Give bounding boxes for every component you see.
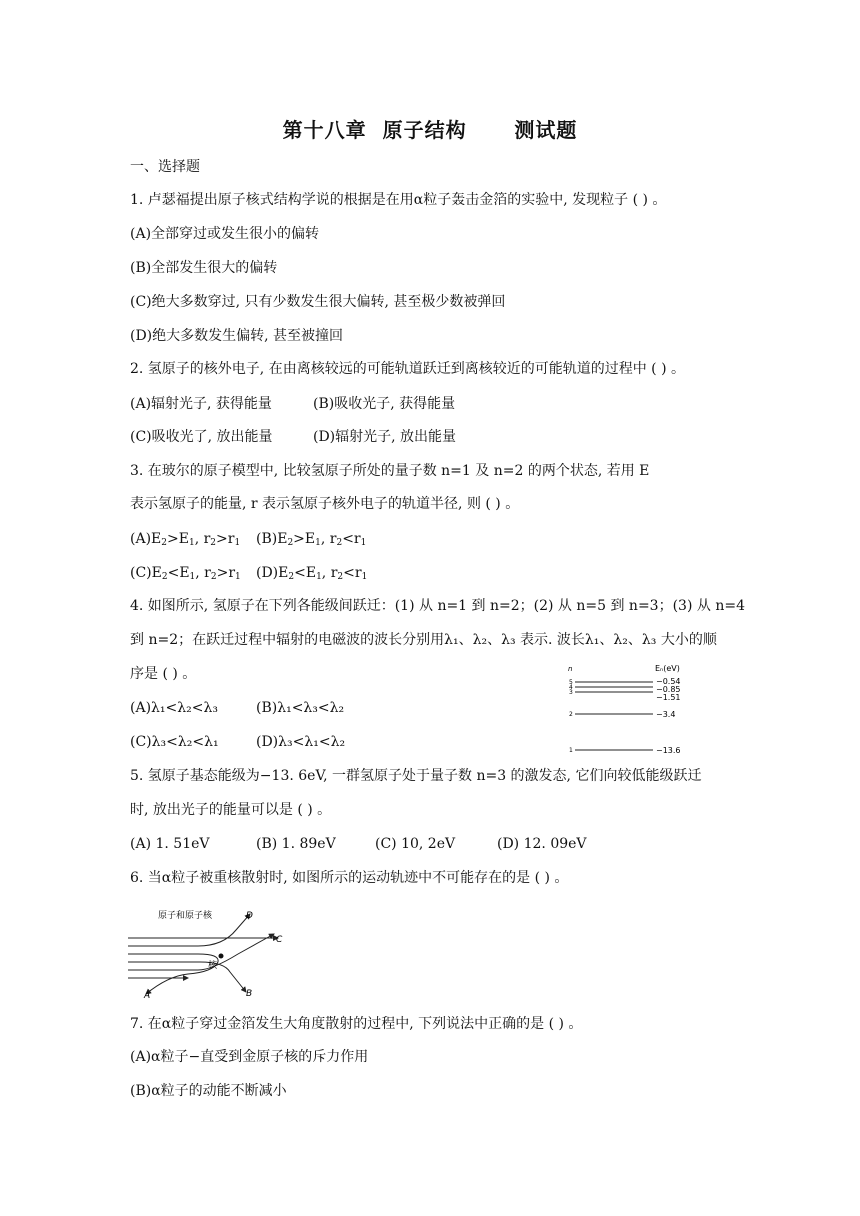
energy-level-3-e: −1.51 bbox=[656, 693, 681, 702]
question-1-option-a: (A)全部穿过或发生很小的偏转 bbox=[130, 226, 320, 242]
question-1-stem: 1. 卢瑟福提出原子核式结构学说的根据是在用α粒子轰击金箔的实验中, 发现粒子 ( ) 。 bbox=[130, 192, 667, 208]
question-5-option-d: (D) 12. 09eV bbox=[497, 836, 587, 852]
track-c bbox=[128, 934, 274, 970]
question-5-option-b: (B) 1. 89eV bbox=[256, 836, 336, 852]
question-7-option-a: (A)α粒子−直受到金原子核的斥力作用 bbox=[130, 1049, 369, 1065]
question-5-option-c: (C) 10, 2eV bbox=[375, 836, 456, 852]
nucleus-dot bbox=[219, 954, 224, 959]
track-label-b: B bbox=[246, 989, 253, 999]
question-4-stem-line-2: 到 n=2；在跃迁过程中辐射的电磁波的波长分别用λ₁、λ₂、λ₃ 表示. 波长λ₁、λ₂、λ₃ 大小的顺 bbox=[130, 632, 717, 648]
question-2-option-b: (B)吸收光子, 获得能量 bbox=[313, 396, 456, 412]
track-b bbox=[128, 962, 246, 992]
question-7-option-b: (B)α粒子的动能不断减小 bbox=[130, 1083, 287, 1099]
question-4-option-c: (C)λ₃<λ₂<λ₁ bbox=[130, 734, 219, 750]
question-5-stem-line-1: 5. 氢原子基态能级为−13. 6eV, 一群氢原子处于量子数 n=3 的激发态, 它们向较低能级跃迁 bbox=[130, 768, 702, 784]
alpha-scattering-figure bbox=[128, 900, 298, 1000]
question-3-option-a: $(A)E_2>E_1$, $r_2>r_1$ bbox=[130, 531, 241, 548]
energy-diagram-n-label: n bbox=[568, 665, 573, 673]
track-label-d: D bbox=[246, 911, 253, 921]
energy-level-3-n: 3 bbox=[569, 689, 573, 696]
energy-level-4-n: 4 bbox=[569, 684, 573, 691]
energy-level-1-e: −13.6 bbox=[656, 746, 681, 755]
energy-level-2-e: −3.4 bbox=[656, 710, 676, 719]
section-heading: 一、选择题 bbox=[130, 159, 200, 175]
question-3-stem-line-2: 表示氢原子的能量, r 表示氢原子核外电子的轨道半径, 则 ( ) 。 bbox=[130, 496, 520, 512]
energy-diagram-e-label: Eₙ(eV) bbox=[655, 664, 680, 673]
question-2-option-c: (C)吸收光了, 放出能量 bbox=[130, 429, 273, 445]
question-2-option-a: (A)辐射光子, 获得能量 bbox=[130, 396, 272, 412]
question-4-stem-line-1: 4. 如图所示, 氢原子在下列各能级间跃迁：(1) 从 n=1 到 n=2；(2) 从 n=5 到 n=3；(3) 从 n=4 bbox=[130, 598, 745, 614]
question-3-option-b: $(B)E_2>E_1$, $r_2<r_1$ bbox=[256, 531, 367, 548]
question-5-option-a: (A) 1. 51eV bbox=[130, 836, 210, 852]
question-7-stem: 7. 在α粒子穿过金箔发生大角度散射的过程中, 下列说法中正确的是 ( ) 。 bbox=[130, 1016, 583, 1032]
track-label-a: A bbox=[144, 991, 151, 1000]
track-label-c: C bbox=[276, 935, 283, 945]
question-1-option-d: (D)绝大多数发生偏转, 甚至被撞回 bbox=[130, 328, 344, 344]
energy-level-1-n: 1 bbox=[569, 747, 573, 754]
energy-level-2-n: 2 bbox=[569, 711, 573, 718]
question-3-option-c: $(C)E_2<E_1$, $r_2>r_1$ bbox=[130, 565, 241, 582]
question-4-stem-line-3: 序是 ( ) 。 bbox=[130, 666, 197, 682]
page-title: 第十八章 原子结构 测试题 bbox=[282, 118, 578, 142]
question-1-option-c: (C)绝大多数穿过, 只有少数发生很大偏转, 甚至极少数被弹回 bbox=[130, 294, 506, 310]
energy-level-5-e: −0.54 bbox=[656, 677, 681, 686]
question-3-stem-line-1: 3. 在玻尔的原子模型中, 比较氢原子所处的量子数 n=1 及 n=2 的两个状态, 若用 E bbox=[130, 463, 650, 479]
question-6-stem: 6. 当α粒子被重核散射时, 如图所示的运动轨迹中不可能存在的是 ( ) 。 bbox=[130, 870, 569, 886]
question-2-stem: 2. 氢原子的核外电子, 在由离核较远的可能轨道跃迁到离核较近的可能轨道的过程中 ( ) 。 bbox=[130, 361, 685, 377]
question-2-option-d: (D)辐射光子, 放出能量 bbox=[313, 429, 457, 445]
scattering-figure-caption: 原子和原子核 bbox=[158, 911, 213, 921]
energy-level-diagram bbox=[562, 662, 702, 758]
energy-level-5-n: 5 bbox=[569, 679, 573, 686]
question-1-option-b: (B)全部发生很大的偏转 bbox=[130, 260, 278, 276]
energy-level-4-e: −0.85 bbox=[656, 685, 681, 694]
nucleus-label: 核 bbox=[208, 961, 218, 971]
question-5-stem-line-2: 时, 放出光子的能量可以是 ( ) 。 bbox=[130, 802, 332, 818]
question-3-option-d: $(D)E_2<E_1$, $r_2<r_1$ bbox=[256, 565, 368, 582]
question-4-option-d: (D)λ₃<λ₁<λ₂ bbox=[256, 734, 346, 750]
question-4-option-b: (B)λ₁<λ₃<λ₂ bbox=[256, 700, 345, 716]
question-4-option-a: (A)λ₁<λ₂<λ₃ bbox=[130, 700, 218, 716]
track-a bbox=[128, 954, 218, 994]
